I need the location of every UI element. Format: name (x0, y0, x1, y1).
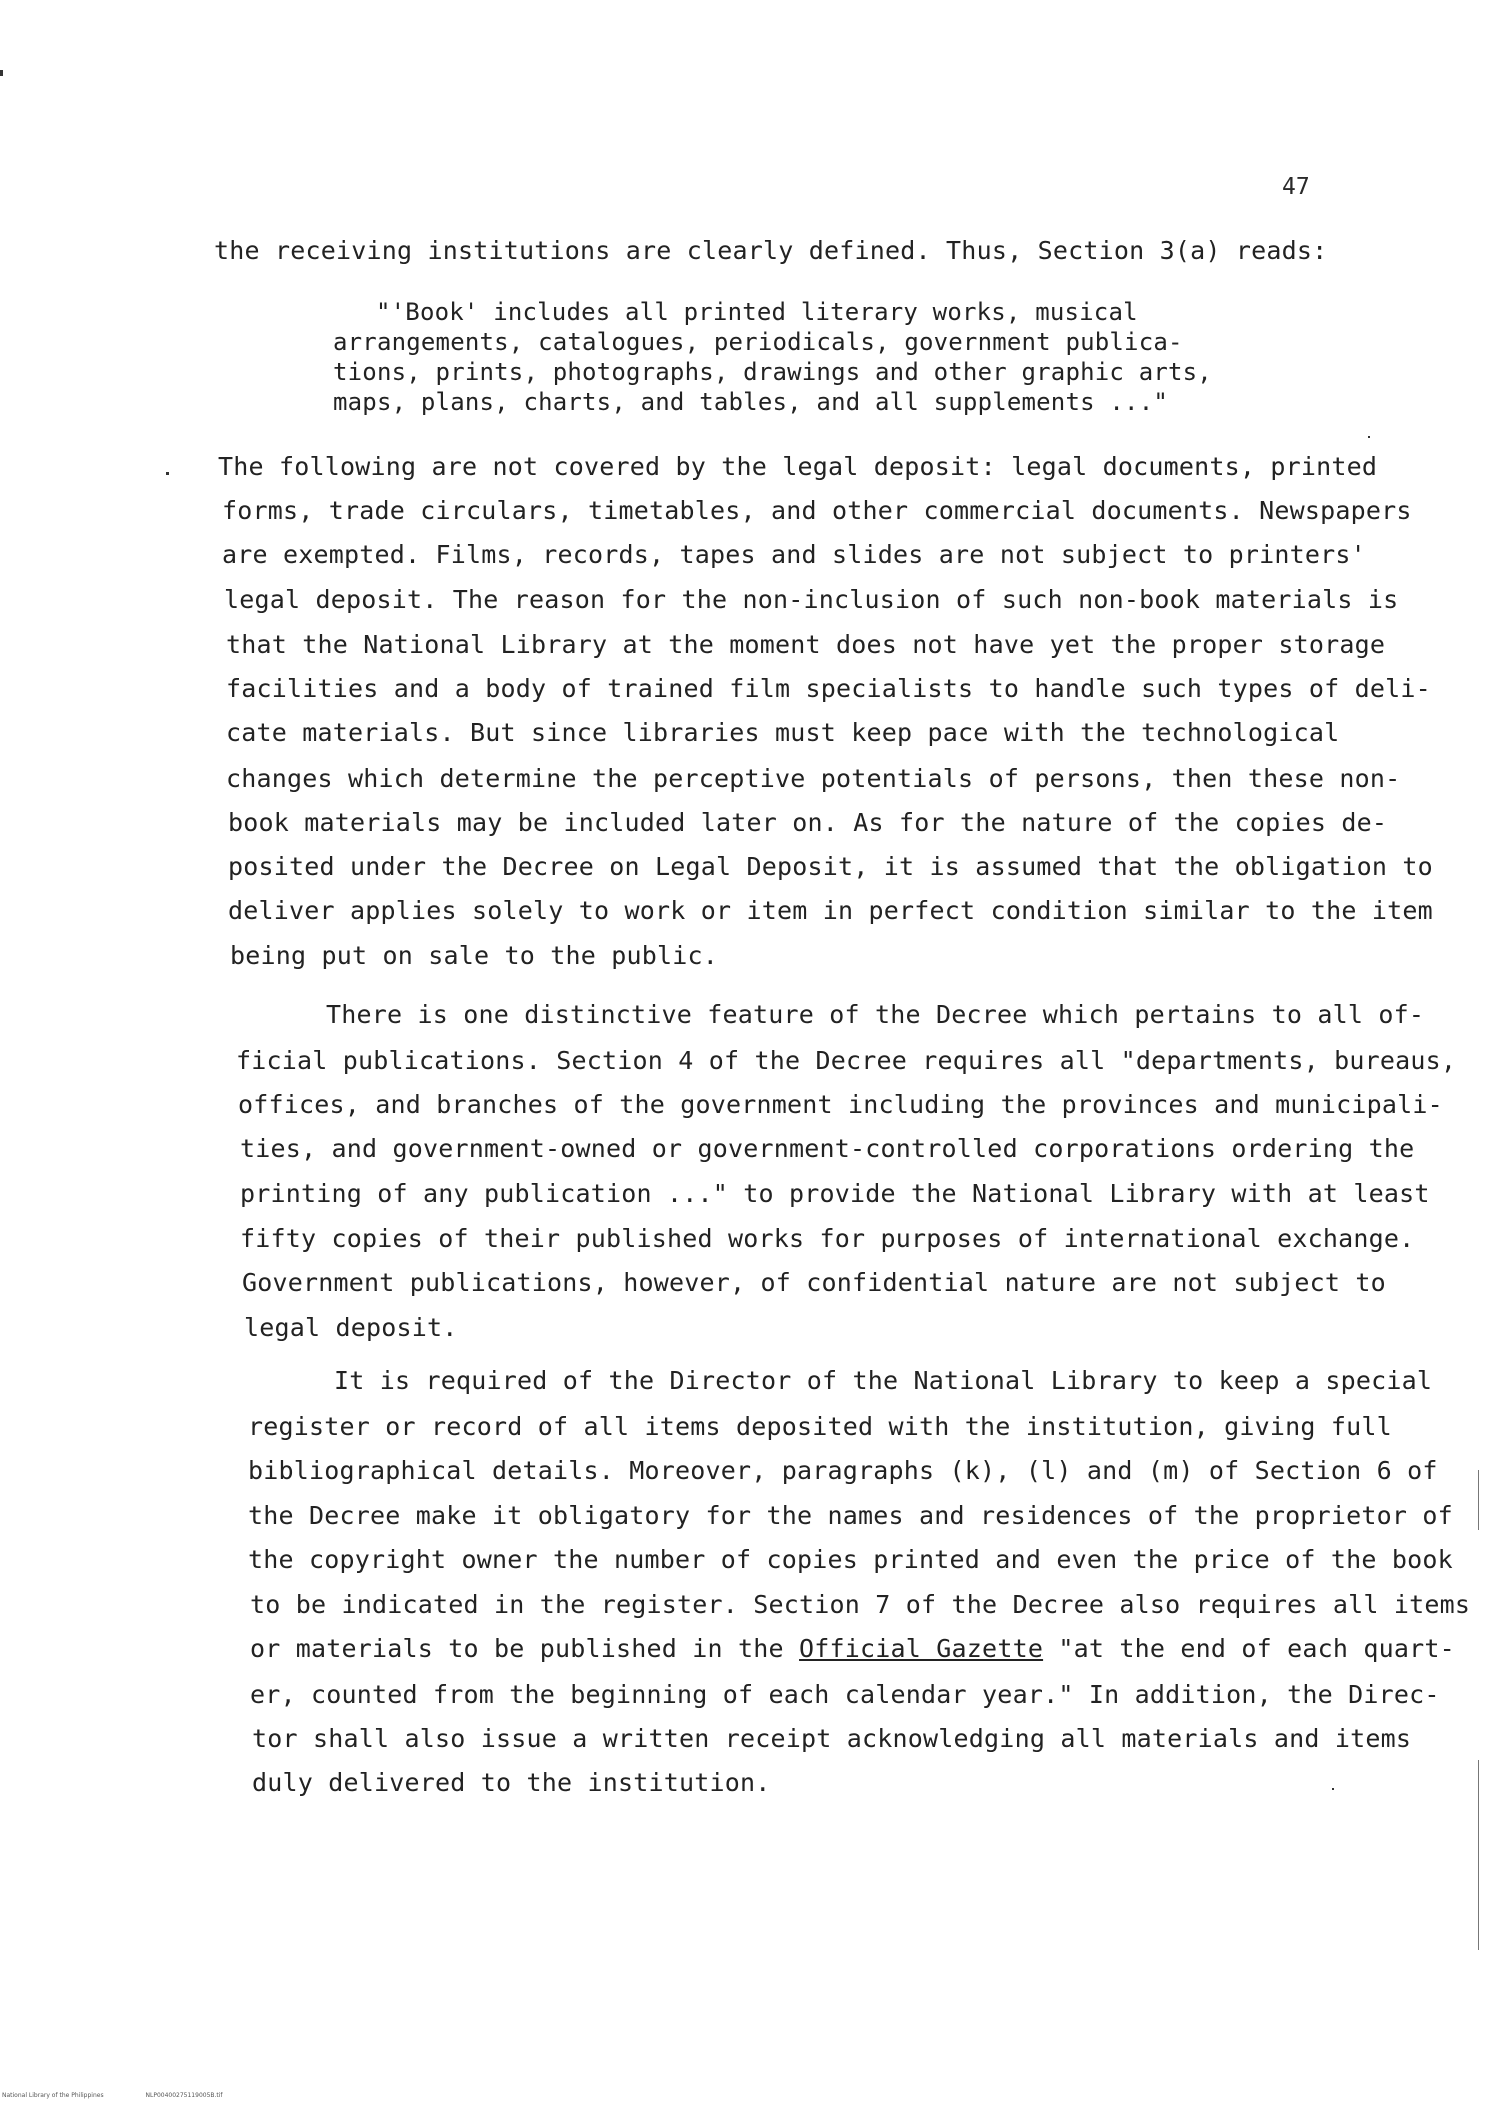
quote-line: maps, plans, charts, and tables, and all supplements ..." (333, 388, 1169, 416)
paragraph-1-line: that the National Library at the moment does not have yet the proper storage (226, 630, 1386, 659)
paragraph-1-line: legal deposit. The reason for the non-inclusion of such non-book materials is (224, 585, 1399, 614)
quote-line: tions, prints, photographs, drawings and other graphic arts, (333, 358, 1212, 386)
official-gazette-title: Official Gazette (799, 1634, 1044, 1663)
paragraph-1-line: posited under the Decree on Legal Deposit, it is assumed that the obligation to (228, 852, 1433, 881)
paragraph-1-line: forms, trade circulars, timetables, and other commercial documents. Newspapers (222, 496, 1412, 525)
scan-speck (0, 70, 3, 76)
paragraph-2-line: legal deposit. (244, 1313, 458, 1342)
paragraph-2-line: ficial publications. Section 4 of the Decree requires all "departments, bureaus, (236, 1046, 1457, 1075)
quote-line: "'Book' includes all printed literary works, musical (376, 298, 1138, 326)
paragraph-1-line: facilities and a body of trained film specialists to handle such types of deli- (226, 674, 1431, 703)
paragraph-1-line: changes which determine the perceptive potentials of persons, then these non- (226, 764, 1401, 793)
paragraph-1-line: being put on sale to the public. (230, 941, 719, 970)
paragraph-3-gazette-line (250, 1634, 1455, 1663)
paragraph-3-line: duly delivered to the institution. (252, 1768, 771, 1797)
page-number: 47 (1282, 174, 1310, 200)
scan-speck (166, 472, 169, 475)
paragraph-1-line: deliver applies solely to work or item in perfect condition similar to the item (228, 896, 1433, 925)
paragraph-2-line: There is one distinctive feature of the Decree which pertains to all of- (326, 1000, 1425, 1029)
gazette-line-after: "at the end of each quart- (1043, 1634, 1455, 1663)
paragraph-3-line: It is required of the Director of the National Library to keep a special (334, 1366, 1433, 1395)
paragraph-3-line: the copyright owner the number of copies printed and even the price of the book (248, 1545, 1453, 1574)
paragraph-2-line: printing of any publication ..." to provide the National Library with at least (240, 1179, 1430, 1208)
paragraph-2-line: ties, and government-owned or government-controlled corporations ordering the (240, 1134, 1415, 1163)
paragraph-3-line: er, counted from the beginning of each calendar year." In addition, the Direc- (250, 1680, 1440, 1709)
footer-file-id: NLP00400275119005B.tif (145, 2092, 223, 2099)
scan-footer (2, 2092, 263, 2099)
paragraph-3-line: bibliographical details. Moreover, paragraphs (k), (l) and (m) of Section 6 of (248, 1456, 1438, 1485)
paragraph-3-line: tor shall also issue a written receipt acknowledging all materials and items (252, 1724, 1412, 1753)
intro-line: the receiving institutions are clearly defined. Thus, Section 3(a) reads: (214, 236, 1328, 265)
paragraph-1-line: are exempted. Films, records, tapes and slides are not subject to printers' (222, 540, 1366, 569)
paragraph-2-line: fifty copies of their published works for purposes of international exchange. (240, 1224, 1415, 1253)
paragraph-1-line: cate materials. But since libraries must keep pace with the technological (226, 718, 1340, 747)
paragraph-3-line: register or record of all items deposited with the institution, giving full (248, 1412, 1392, 1441)
paragraph-1-line: book materials may be included later on. As for the nature of the copies de- (228, 808, 1388, 837)
paragraph-3-line: to be indicated in the register. Section 7 of the Decree also requires all items (250, 1590, 1471, 1619)
scan-edge-mark (1478, 1760, 1479, 1950)
paragraph-2-line: Government publications, however, of confidential nature are not subject to (242, 1268, 1386, 1297)
scan-speck (1368, 436, 1370, 438)
paragraph-3-line: the Decree make it obligatory for the names and residences of the proprietor of (248, 1501, 1453, 1530)
footer-source: National Library of the Philippines (2, 2092, 104, 2099)
paragraph-2-line: offices, and branches of the government including the provinces and municipali- (238, 1090, 1443, 1119)
scan-edge-mark (1478, 1470, 1479, 1530)
scan-speck (1332, 1788, 1334, 1790)
gazette-line-before: or materials to be published in the (250, 1634, 800, 1663)
paragraph-1-line: The following are not covered by the legal deposit: legal documents, printed (218, 452, 1378, 481)
quote-line: arrangements, catalogues, periodicals, government publica- (333, 328, 1183, 356)
